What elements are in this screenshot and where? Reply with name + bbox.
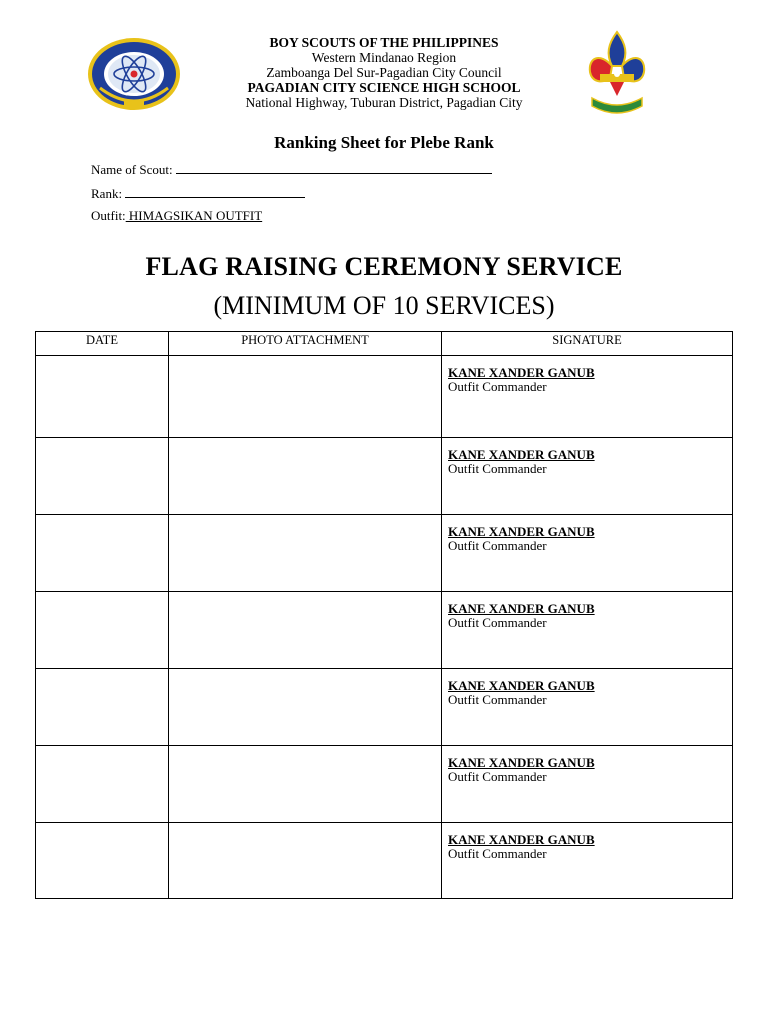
- scout-name-blank[interactable]: [176, 161, 492, 174]
- scout-fleur-de-lis-icon: [586, 28, 648, 120]
- commander-name: KANE XANDER GANUB: [448, 601, 595, 616]
- table-row: [36, 746, 733, 823]
- scout-name-label: Name of Scout:: [91, 162, 173, 177]
- outfit-field: [91, 208, 262, 224]
- table-row: [36, 356, 733, 438]
- outfit-label: Outfit:: [91, 208, 126, 223]
- commander-role: Outfit Commander: [448, 379, 547, 394]
- photo-cell[interactable]: [169, 669, 442, 746]
- date-cell[interactable]: [36, 669, 169, 746]
- signature-cell[interactable]: [442, 823, 733, 899]
- school-address: National Highway, Tuburan District, Pagadian City: [245, 95, 523, 110]
- date-cell[interactable]: [36, 356, 169, 438]
- commander-name: KANE XANDER GANUB: [448, 524, 595, 539]
- signature-cell[interactable]: [442, 515, 733, 592]
- commander-role: Outfit Commander: [448, 461, 547, 476]
- commander-name: KANE XANDER GANUB: [448, 447, 595, 462]
- date-cell[interactable]: [36, 592, 169, 669]
- region-name: Western Mindanao Region: [311, 50, 457, 65]
- signature-cell[interactable]: [442, 438, 733, 515]
- table-row: [36, 438, 733, 515]
- date-cell[interactable]: [36, 823, 169, 899]
- service-subtitle: (MINIMUM OF 10 SERVICES): [213, 291, 555, 320]
- date-cell[interactable]: [36, 515, 169, 592]
- commander-name: KANE XANDER GANUB: [448, 678, 595, 693]
- signature-cell[interactable]: [442, 746, 733, 823]
- commander-role: Outfit Commander: [448, 538, 547, 553]
- commander-name: KANE XANDER GANUB: [448, 755, 595, 770]
- signature-cell[interactable]: [442, 592, 733, 669]
- table-row: [36, 823, 733, 899]
- table-row: [36, 515, 733, 592]
- school-seal-icon: [86, 36, 182, 112]
- photo-cell[interactable]: [169, 592, 442, 669]
- column-header-date: DATE: [36, 332, 169, 356]
- outfit-value: HIMAGSIKAN OUTFIT: [125, 208, 263, 223]
- table-row: [36, 592, 733, 669]
- school-name: PAGADIAN CITY SCIENCE HIGH SCHOOL: [247, 80, 521, 95]
- photo-cell[interactable]: [169, 746, 442, 823]
- commander-role: Outfit Commander: [448, 615, 547, 630]
- photo-cell[interactable]: [169, 515, 442, 592]
- scout-name-field[interactable]: [91, 161, 492, 178]
- org-name: BOY SCOUTS OF THE PHILIPPINES: [269, 35, 499, 50]
- council-name: Zamboanga Del Sur-Pagadian City Council: [266, 65, 502, 80]
- commander-role: Outfit Commander: [448, 846, 547, 861]
- sheet-title: Ranking Sheet for Plebe Rank: [274, 133, 494, 152]
- commander-role: Outfit Commander: [448, 692, 547, 707]
- rank-field[interactable]: [91, 185, 305, 202]
- photo-cell[interactable]: [169, 438, 442, 515]
- table-header-row: [36, 332, 733, 356]
- date-cell[interactable]: [36, 438, 169, 515]
- rank-label: Rank:: [91, 186, 123, 201]
- commander-role: Outfit Commander: [448, 769, 547, 784]
- document-header: [200, 35, 568, 110]
- service-table: [35, 331, 733, 899]
- service-title: FLAG RAISING CEREMONY SERVICE: [145, 252, 623, 281]
- signature-cell[interactable]: [442, 356, 733, 438]
- commander-name: KANE XANDER GANUB: [448, 365, 595, 380]
- date-cell[interactable]: [36, 746, 169, 823]
- commander-name: KANE XANDER GANUB: [448, 832, 595, 847]
- table-row: [36, 669, 733, 746]
- column-header-photo: PHOTO ATTACHMENT: [169, 332, 442, 356]
- column-header-signature: SIGNATURE: [442, 332, 733, 356]
- photo-cell[interactable]: [169, 823, 442, 899]
- rank-blank[interactable]: [125, 185, 305, 198]
- photo-cell[interactable]: [169, 356, 442, 438]
- signature-cell[interactable]: [442, 669, 733, 746]
